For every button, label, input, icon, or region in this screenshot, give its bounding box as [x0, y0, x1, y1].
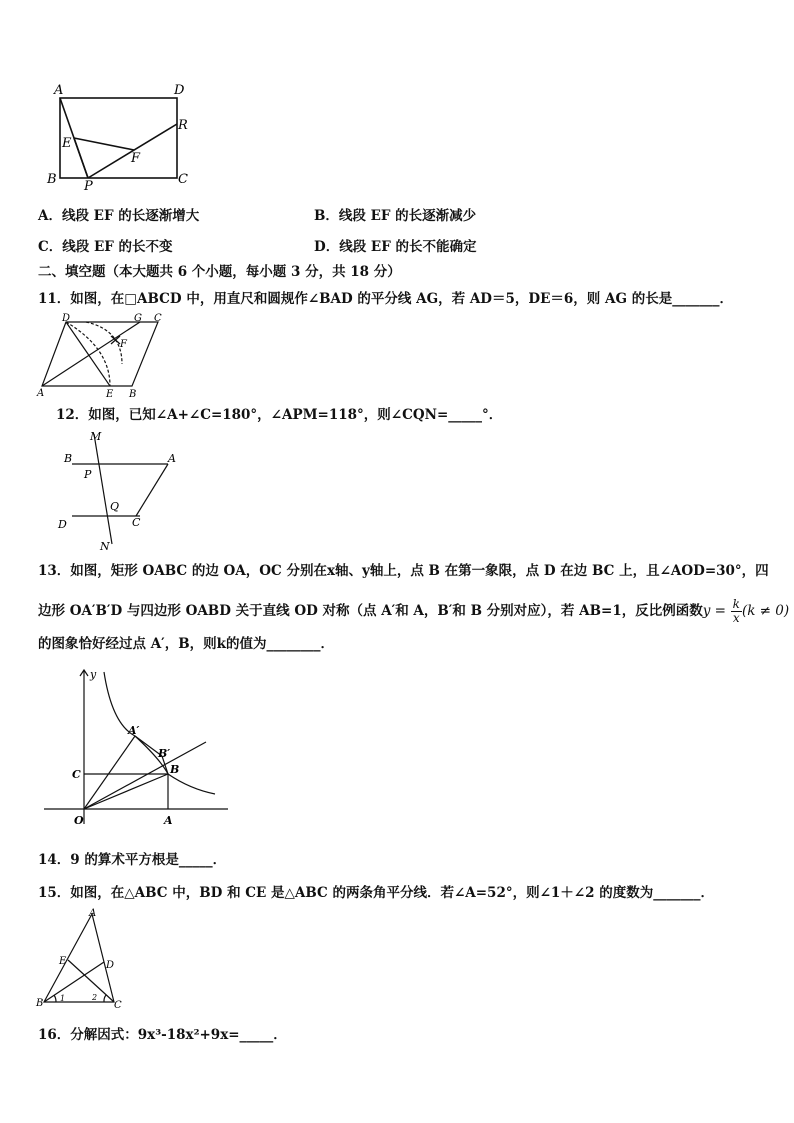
label-r: R: [178, 118, 188, 133]
question-13-line-3: 的图象恰好经过点 A′，B，则k的值为________．: [38, 636, 334, 652]
question-15: 15．如图，在△ABC 中，BD 和 CE 是△ABC 的两条角平分线．若∠A=52°，则∠1＋∠2 的度数为_______．: [38, 885, 714, 901]
figure-rectangle-abcd: [40, 80, 200, 192]
label-a-prime: A′: [128, 724, 140, 737]
label-f: F: [131, 151, 141, 166]
fraction-numerator: k: [732, 597, 740, 611]
label-b: B: [47, 172, 57, 187]
func-condition: (k ≠ 0): [741, 603, 790, 619]
label-b: B: [36, 998, 44, 1009]
section-heading: 二、填空题（本大题共 6 个小题，每小题 3 分，共 18 分）: [38, 264, 401, 280]
question-13-line-1: 13．如图，矩形 OABC 的边 OA，OC 分别在x轴、y轴上，点 B 在第一象限，点 D 在边 BC 上，且∠AOD=30°，四: [38, 563, 769, 579]
label-f: F: [120, 339, 127, 350]
label-c: C: [154, 313, 162, 324]
label-o: O: [74, 814, 84, 827]
label-b-prime: B′: [158, 747, 171, 760]
label-y: y: [90, 668, 97, 681]
func-y: y =: [702, 603, 726, 619]
label-c: C: [178, 172, 188, 187]
fraction-k-over-x: [731, 598, 742, 625]
label-c: C: [72, 768, 81, 781]
question-13-line-2: [38, 598, 789, 625]
label-c: C: [114, 1000, 122, 1011]
figure-parallelogram: [36, 312, 176, 400]
label-a: A: [89, 908, 97, 919]
label-d: D: [58, 518, 67, 531]
option-a: A．线段 EF 的长逐渐增大: [38, 208, 200, 224]
label-q: Q: [110, 500, 120, 513]
label-angle-2: 2: [92, 993, 98, 1002]
label-d: D: [174, 83, 185, 98]
label-e: E: [62, 136, 72, 151]
label-b: B: [170, 763, 180, 776]
label-c: C: [132, 516, 141, 529]
label-p: P: [84, 179, 93, 192]
label-e: E: [59, 956, 67, 967]
question-14: 14．9 的算术平方根是_____．: [38, 852, 227, 868]
label-d: D: [106, 960, 115, 971]
option-b: B．线段 EF 的长逐渐减少: [314, 208, 477, 224]
option-d: D．线段 EF 的长不能确定: [314, 239, 477, 255]
figure-coordinate-rectangle: [40, 664, 240, 834]
fraction-denominator: x: [732, 611, 740, 625]
option-c: C．线段 EF 的长不变: [38, 239, 173, 255]
q13-text-2: 边形 OA′B′D 与四边形 OABD 关于直线 OD 对称（点 A′和 A，B′和 B 分别对应），若 AB=1，反比例函数: [38, 603, 703, 619]
figure-triangle-abc: [34, 906, 134, 1012]
label-a: A: [54, 83, 64, 98]
label-angle-1: 1: [60, 994, 66, 1003]
label-m: M: [90, 430, 102, 443]
label-e: E: [106, 389, 114, 400]
label-g: G: [134, 313, 142, 324]
label-b: B: [129, 389, 137, 400]
label-b: B: [64, 452, 73, 465]
label-a: A: [37, 388, 45, 399]
figure-parallel-lines: [50, 426, 190, 554]
label-d: D: [62, 313, 71, 324]
label-a: A: [168, 452, 176, 465]
question-12: 12．如图，已知∠A+∠C=180°，∠APM=118°，则∠CQN=_____°．: [56, 407, 503, 423]
label-a: A: [164, 814, 173, 827]
question-11: 11．如图，在□ABCD 中，用直尺和圆规作∠BAD 的平分线 AG，若 AD＝5，DE＝6，则 AG 的长是_______．: [38, 291, 733, 307]
question-16: 16．分解因式：9x³-18x²+9x=_____．: [38, 1027, 287, 1043]
label-p: P: [84, 468, 92, 481]
label-n: N: [100, 540, 110, 553]
